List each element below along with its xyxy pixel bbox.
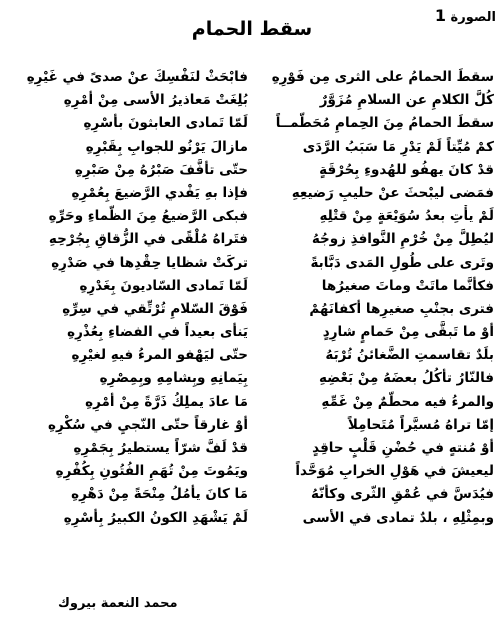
- verse-line: فمَضى ليبْحثَ عنْ حليبِ رَضيعِهِ: [291, 184, 494, 201]
- verse-line: فإذا بهِ يَفْدي الرَّضيعَ بِعُمْرِهِ: [71, 184, 248, 201]
- verse-line: فابْحَثْ لنَفْسِكَ عنْ صدىً في غَيْرِهِ: [26, 69, 248, 85]
- poem-title: سقط الحمام: [191, 18, 313, 40]
- verse-line: أوْ ما تَبقَّى مِنْ حَمامٍ شارِدٍ: [322, 324, 494, 341]
- image-label-number: 1: [434, 6, 446, 25]
- poem-column-left: [22, 66, 248, 530]
- verse-line: فالنّارُ تأكُلُ بعضَهُ مِنْ بَعْضِهِ: [318, 370, 494, 387]
- verse-line: إمّا تراهُ مُسيَّراً مُتَحامِلاً: [347, 416, 494, 433]
- poem-author: محمد النعمة بيروك: [58, 596, 178, 611]
- verse-line: بِيَمانِهِ وبِشامِهِ وبِمِصْرِهِ: [99, 370, 248, 387]
- verse-line: قدْ كانَ يهفُو للهُدوءِ بِحُرْقَةٍ: [319, 161, 494, 178]
- verse-line: أوْ غارقاً حتّى النّجيِ في سُكْرِهِ: [48, 416, 248, 433]
- verse-line: مَا عادَ يملِكُ ذَرَّةً مِنْ أمْرِهِ: [85, 393, 248, 410]
- verse-line: لَمّا تَمادى السّاديونَ بِغَدْرِهِ: [79, 277, 248, 294]
- verse-line: فبكى الرَّضيعُ مِنَ الظَّماءِ وحَرِّهِ: [48, 208, 248, 225]
- verse-line: أوْ مُنتهٍ في حُضْنِ قَلْبٍ حاقِدٍ: [312, 440, 494, 456]
- verse-line: تركَتْ شظايا حِقْدِها في صَدْرِهِ: [51, 254, 248, 271]
- verse-line: فتَراهُ مُلْقًى في الزُّقاقِ بِجُرْحِهِ: [48, 231, 248, 248]
- verse-line: بلَدٌ تقاسمتِ الضَّغائنُ تُرْبَهُ: [325, 347, 494, 364]
- verse-line: والمرءُ فيه محطَّمٌ مِنْ غَمِّهِ: [321, 393, 494, 410]
- verse-line: كُلَّ الكلامِ عن السلامِ مُزَوَّرٌ: [319, 92, 494, 109]
- poem-column-right: [268, 66, 494, 530]
- verse-line: فكأنَّما ماتَتْ وماتَ صغيرُها: [321, 277, 494, 294]
- verse-line: يَنأى بعيداً في الفضاءِ بِعُذْرِهِ: [67, 324, 248, 341]
- verse-line: كمْ مُيِّتاً لَمْ يَدْرِ مَا سَبَبُ الرَّدَى: [302, 138, 494, 155]
- verse-line: فَوْقَ السّلامِ تُرْتِّقي في سِرِّهِ: [62, 300, 248, 317]
- verse-line: مَا كانَ يأمُلُ مِنْحَةً مِنْ دَهْرِهِ: [71, 486, 248, 503]
- verse-line: فيُدَسَّ في عُمْقِ الثّرى وكأنّهُ: [310, 486, 494, 503]
- verse-line: حتّى تأفَّفَ صَبْرُهُ مِنْ صَبْرِهِ: [74, 161, 248, 178]
- verse-line: بُلِغَتْ مَعاذيرُ الأسى مِنْ أمْرِهِ: [63, 92, 248, 109]
- image-label-text: الصورة: [450, 10, 496, 25]
- verse-line: وتَرى على طُولِ المَدى دَبَّابةً: [310, 254, 494, 271]
- verse-line: لَمْ يأْتِ بعدُ سُوَيْعَةٍ مِنْ قتْلِهِ: [319, 208, 494, 225]
- verse-line: ليُطِلَّ مِنْ خُرْمِ النَّوافذِ زوجُهُ: [311, 231, 494, 248]
- verse-line: وبمِثْلِهِ ، بلدٌ تمادى في الأسى: [302, 509, 494, 526]
- verse-line: سقطَ الحمامُ مِنَ الحِمامِ مُحَطَّمــاً: [275, 115, 494, 132]
- verse-line: سقطَ الحمامُ على الثرى مِن فَوْرِهِ: [271, 69, 494, 85]
- verse-line: حتّى ليَهْفو المرءُ فيهِ لغيْرِهِ: [71, 347, 248, 364]
- verse-line: لَمّا تَمادى العابثونَ بأسْرِهِ: [83, 115, 248, 132]
- verse-line: قدْ لَفَّ شرّاً يستطيرُ بِجَمْرِهِ: [73, 440, 248, 456]
- verse-line: ليعيشَ في هَوْلِ الخرابِ مُوَحَّداً: [295, 463, 494, 480]
- verse-line: فترى بجنْبِ صغيرِها أكفانَهُمْ: [309, 300, 494, 317]
- verse-line: ويَمُوتَ مِنْ تُهَمِ الفُتُونِ بِكُفْرِهِ: [55, 463, 248, 480]
- verse-line: لَمْ يَشْهَدِ الكونُ الكبيرُ بِأسْرِهِ: [63, 509, 248, 526]
- verse-line: مازالَ يَرْنُو للجوابِ بِقَبْرِهِ: [85, 138, 248, 155]
